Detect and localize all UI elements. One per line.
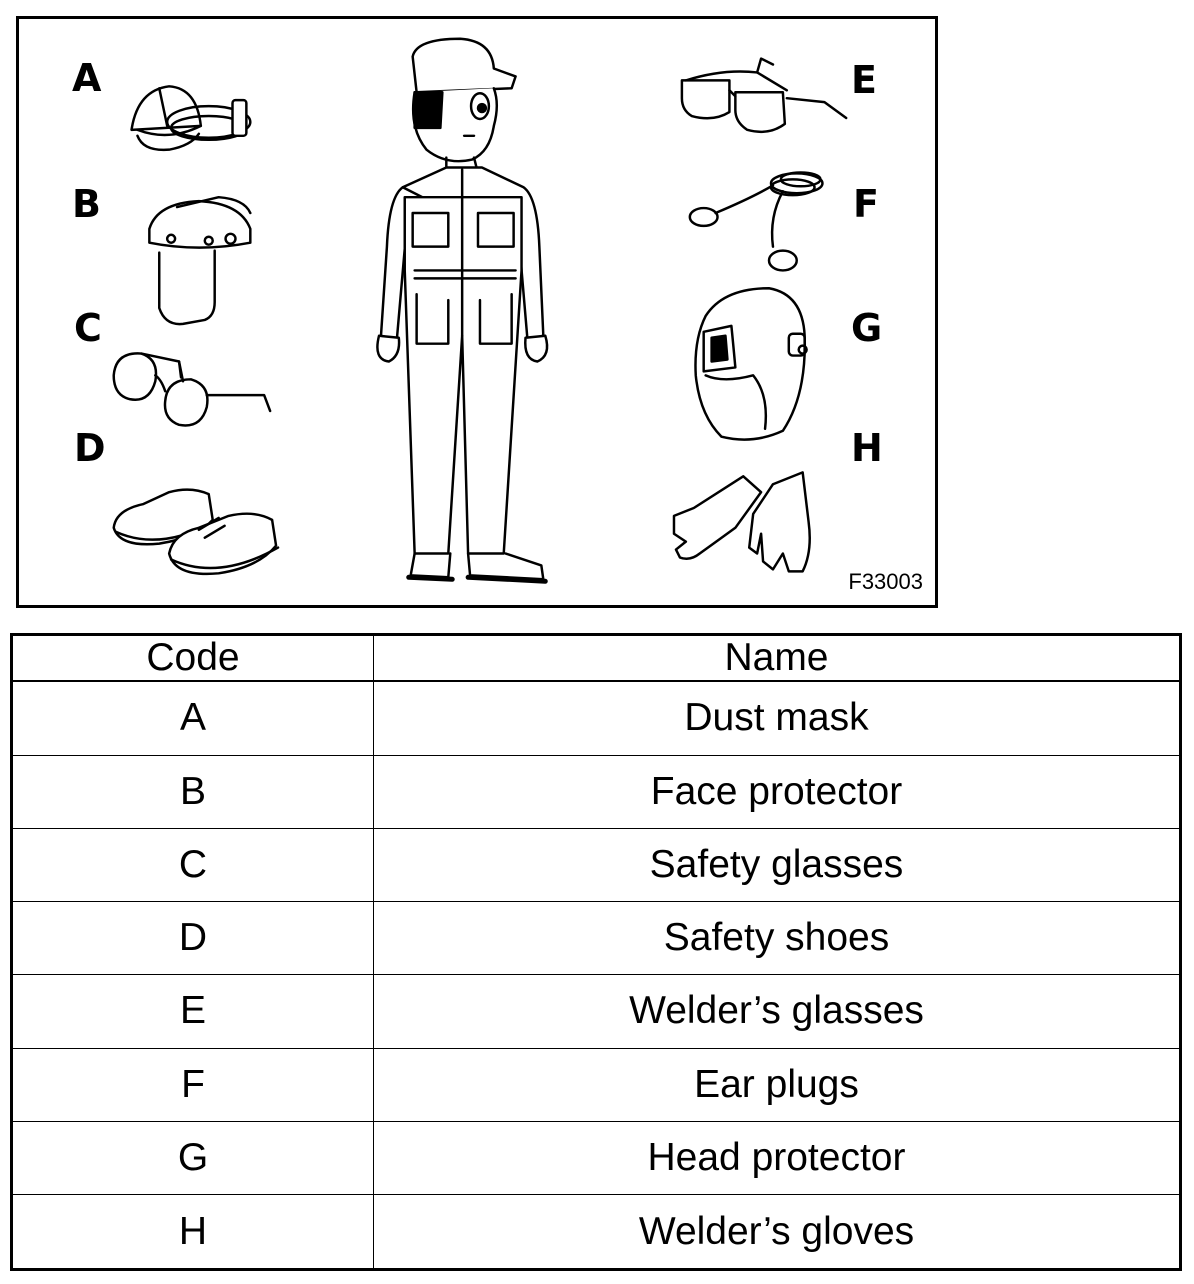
figure-label-c: C xyxy=(74,306,102,350)
figure-label-h: H xyxy=(851,426,883,470)
row-code: G xyxy=(12,1121,374,1194)
table-row xyxy=(12,755,1181,828)
row-name: Welder’s glasses xyxy=(374,975,1181,1048)
figure-label-a: A xyxy=(72,56,102,100)
row-name: Welder’s gloves xyxy=(374,1195,1181,1270)
figure-label-d: D xyxy=(74,426,106,470)
table-row xyxy=(12,828,1181,901)
row-name: Ear plugs xyxy=(374,1048,1181,1121)
table-row xyxy=(12,1048,1181,1121)
row-code: E xyxy=(12,975,374,1048)
dust-mask-icon xyxy=(132,86,251,150)
figure-label-g: G xyxy=(851,306,883,350)
figure-label-b: B xyxy=(72,182,101,226)
welders-gloves-icon xyxy=(674,472,810,571)
table-header-row xyxy=(12,635,1181,682)
safety-shoes-icon xyxy=(114,490,278,574)
table-row xyxy=(12,681,1181,755)
ear-plugs-icon xyxy=(690,172,823,270)
row-code: F xyxy=(12,1048,374,1121)
row-code: A xyxy=(12,681,374,755)
illustration-drawing xyxy=(19,19,935,605)
row-code: B xyxy=(12,755,374,828)
table-row xyxy=(12,902,1181,975)
table-row xyxy=(12,1121,1181,1194)
figure-code: F33003 xyxy=(848,569,923,594)
row-name: Dust mask xyxy=(374,681,1181,755)
row-name: Safety shoes xyxy=(374,902,1181,975)
head-protector-icon xyxy=(695,288,806,439)
row-name: Face protector xyxy=(374,755,1181,828)
table-row xyxy=(12,975,1181,1048)
safety-glasses-icon xyxy=(114,353,270,425)
row-name: Head protector xyxy=(374,1121,1181,1194)
table-row xyxy=(12,1195,1181,1270)
figure-label-f: F xyxy=(853,182,879,226)
row-name: Safety glasses xyxy=(374,828,1181,901)
equipment-illustration xyxy=(16,16,938,608)
header-name: Name xyxy=(374,635,1181,682)
welders-glasses-icon xyxy=(682,59,846,132)
worker-figure xyxy=(377,39,547,581)
row-code: C xyxy=(12,828,374,901)
header-code: Code xyxy=(12,635,374,682)
face-protector-icon xyxy=(149,197,250,324)
figure-label-e: E xyxy=(851,58,877,102)
row-code: D xyxy=(12,902,374,975)
row-code: H xyxy=(12,1195,374,1270)
equipment-table xyxy=(10,633,1182,1271)
